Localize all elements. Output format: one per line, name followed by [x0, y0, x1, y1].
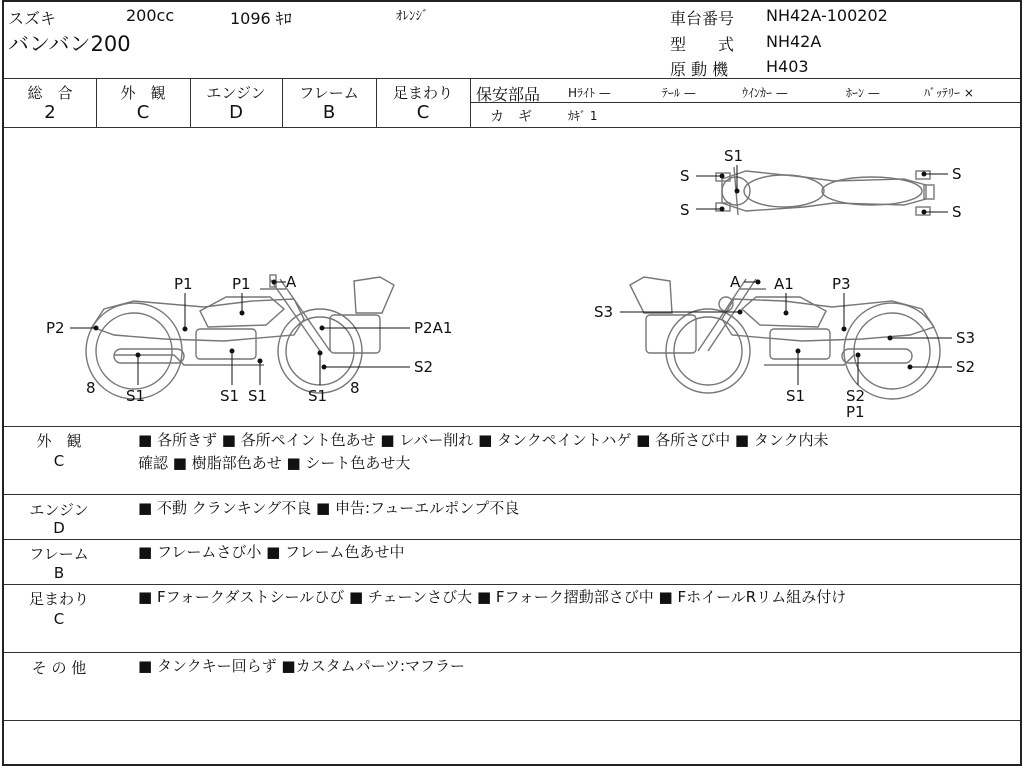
right-label-a1: A1: [774, 275, 794, 293]
left-label-p1-b: P1: [232, 275, 251, 293]
maker: スズキ: [8, 9, 57, 28]
safety-label: 保安部品: [476, 85, 541, 104]
left-label-s1-c: S1: [248, 387, 268, 405]
safety-headlight: Hﾗｲﾄ —: [568, 86, 611, 100]
right-label-s2-b: S2: [846, 387, 866, 405]
color: ｵﾚﾝｼﾞ: [396, 9, 429, 24]
safety-tail: ﾃｰﾙ —: [662, 86, 696, 100]
inspection-sheet: [2, 0, 1022, 766]
grade-suspension-value: C: [416, 102, 430, 123]
type-value: NH42A: [766, 32, 822, 51]
top-label-s-2: S: [680, 201, 690, 219]
right-label-s3-b: S3: [956, 329, 976, 347]
grade-frame-label: フレーム: [299, 84, 359, 102]
grade-engine-label: エンジン: [206, 84, 266, 102]
top-label-s-1: S: [680, 167, 690, 185]
left-label-p2: P2: [46, 319, 65, 337]
grade-frame-value: B: [322, 102, 336, 123]
damage-diagram: [4, 129, 1020, 425]
section-exterior-line-1: ■ 各所きず ■ 各所ペイント色あせ ■ レバー削れ ■ タンクペイントハゲ ■ 各所さび中 ■ タンク内未: [138, 431, 829, 449]
section-exterior-line-2: 確認 ■ 樹脂部色あせ ■ シート色あせ大: [138, 454, 411, 472]
right-label-s2-a: S2: [956, 358, 976, 376]
section-frame-label: フレーム: [29, 545, 89, 563]
left-label-p2a1: P2A1: [414, 319, 453, 337]
section-exterior-grade: C: [53, 452, 65, 470]
grade-overall-label: 総 合: [27, 84, 73, 102]
section-frame-line-1: ■ フレームさび小 ■ フレーム色あせ中: [138, 543, 405, 561]
section-engine-grade: D: [53, 519, 65, 537]
top-label-s-3: S: [952, 165, 962, 183]
type-label: 型 式: [670, 35, 735, 54]
section-engine-label: エンジン: [29, 501, 89, 519]
right-label-p1: P1: [846, 403, 865, 421]
section-exterior-label: 外 観: [36, 432, 82, 450]
section-suspension-line-1: ■ Fフォークダストシールひび ■ チェーンさび大 ■ Fフォーク摺動部さび中 ■ FホイールRリム組み付け: [138, 588, 847, 606]
left-label-8-a: 8: [86, 379, 96, 397]
section-suspension-label: 足まわり: [28, 590, 89, 608]
grade-suspension-label: 足まわり: [392, 84, 453, 102]
frame-no: NH42A-100202: [766, 6, 888, 25]
left-label-s1-a: S1: [126, 387, 146, 405]
mileage: 1096 ｷﾛ: [230, 9, 292, 28]
frame-no-label: 車台番号: [670, 9, 735, 28]
engine-label: 原 動 機: [670, 60, 729, 79]
grade-engine-value: D: [229, 102, 243, 123]
section-other-label: そ の 他: [31, 659, 87, 677]
key-value: ｶｷﾞ 1: [568, 109, 598, 123]
safety-winker: ｳｲﾝｶｰ —: [742, 86, 788, 100]
safety-battery: ﾊﾞｯﾃﾘｰ ×: [924, 86, 974, 100]
left-label-a: A: [286, 273, 297, 291]
bike-top-view: [716, 167, 934, 215]
left-label-s1-d: S1: [308, 387, 328, 405]
key-label: カ ギ: [490, 109, 532, 125]
engine-value: H403: [766, 57, 809, 76]
section-suspension-grade: C: [53, 610, 65, 628]
top-label-s1: S1: [724, 147, 744, 165]
model-name: バンバン200: [8, 32, 131, 56]
left-label-s2: S2: [414, 358, 434, 376]
right-label-s3-a: S3: [594, 303, 614, 321]
grade-overall-value: 2: [44, 102, 56, 123]
safety-horn: ﾎｰﾝ —: [846, 86, 880, 100]
section-engine-line-1: ■ 不動 クランキング不良 ■ 申告:フューエルポンプ不良: [138, 499, 520, 517]
displacement: 200cc: [126, 6, 175, 25]
left-label-s1-b: S1: [220, 387, 240, 405]
section-frame-grade: B: [53, 564, 65, 582]
section-other-line-1: ■ タンクキー回らず ■カスタムパーツ:マフラー: [138, 657, 466, 675]
grade-exterior-value: C: [136, 102, 150, 123]
grade-exterior-label: 外 観: [120, 84, 166, 102]
right-label-p3: P3: [832, 275, 851, 293]
top-label-s-4: S: [952, 203, 962, 221]
bike-left-side: [86, 275, 394, 399]
left-label-8-b: 8: [350, 379, 360, 397]
right-label-s1: S1: [786, 387, 806, 405]
right-label-a: A: [730, 273, 741, 291]
left-label-p1-a: P1: [174, 275, 193, 293]
